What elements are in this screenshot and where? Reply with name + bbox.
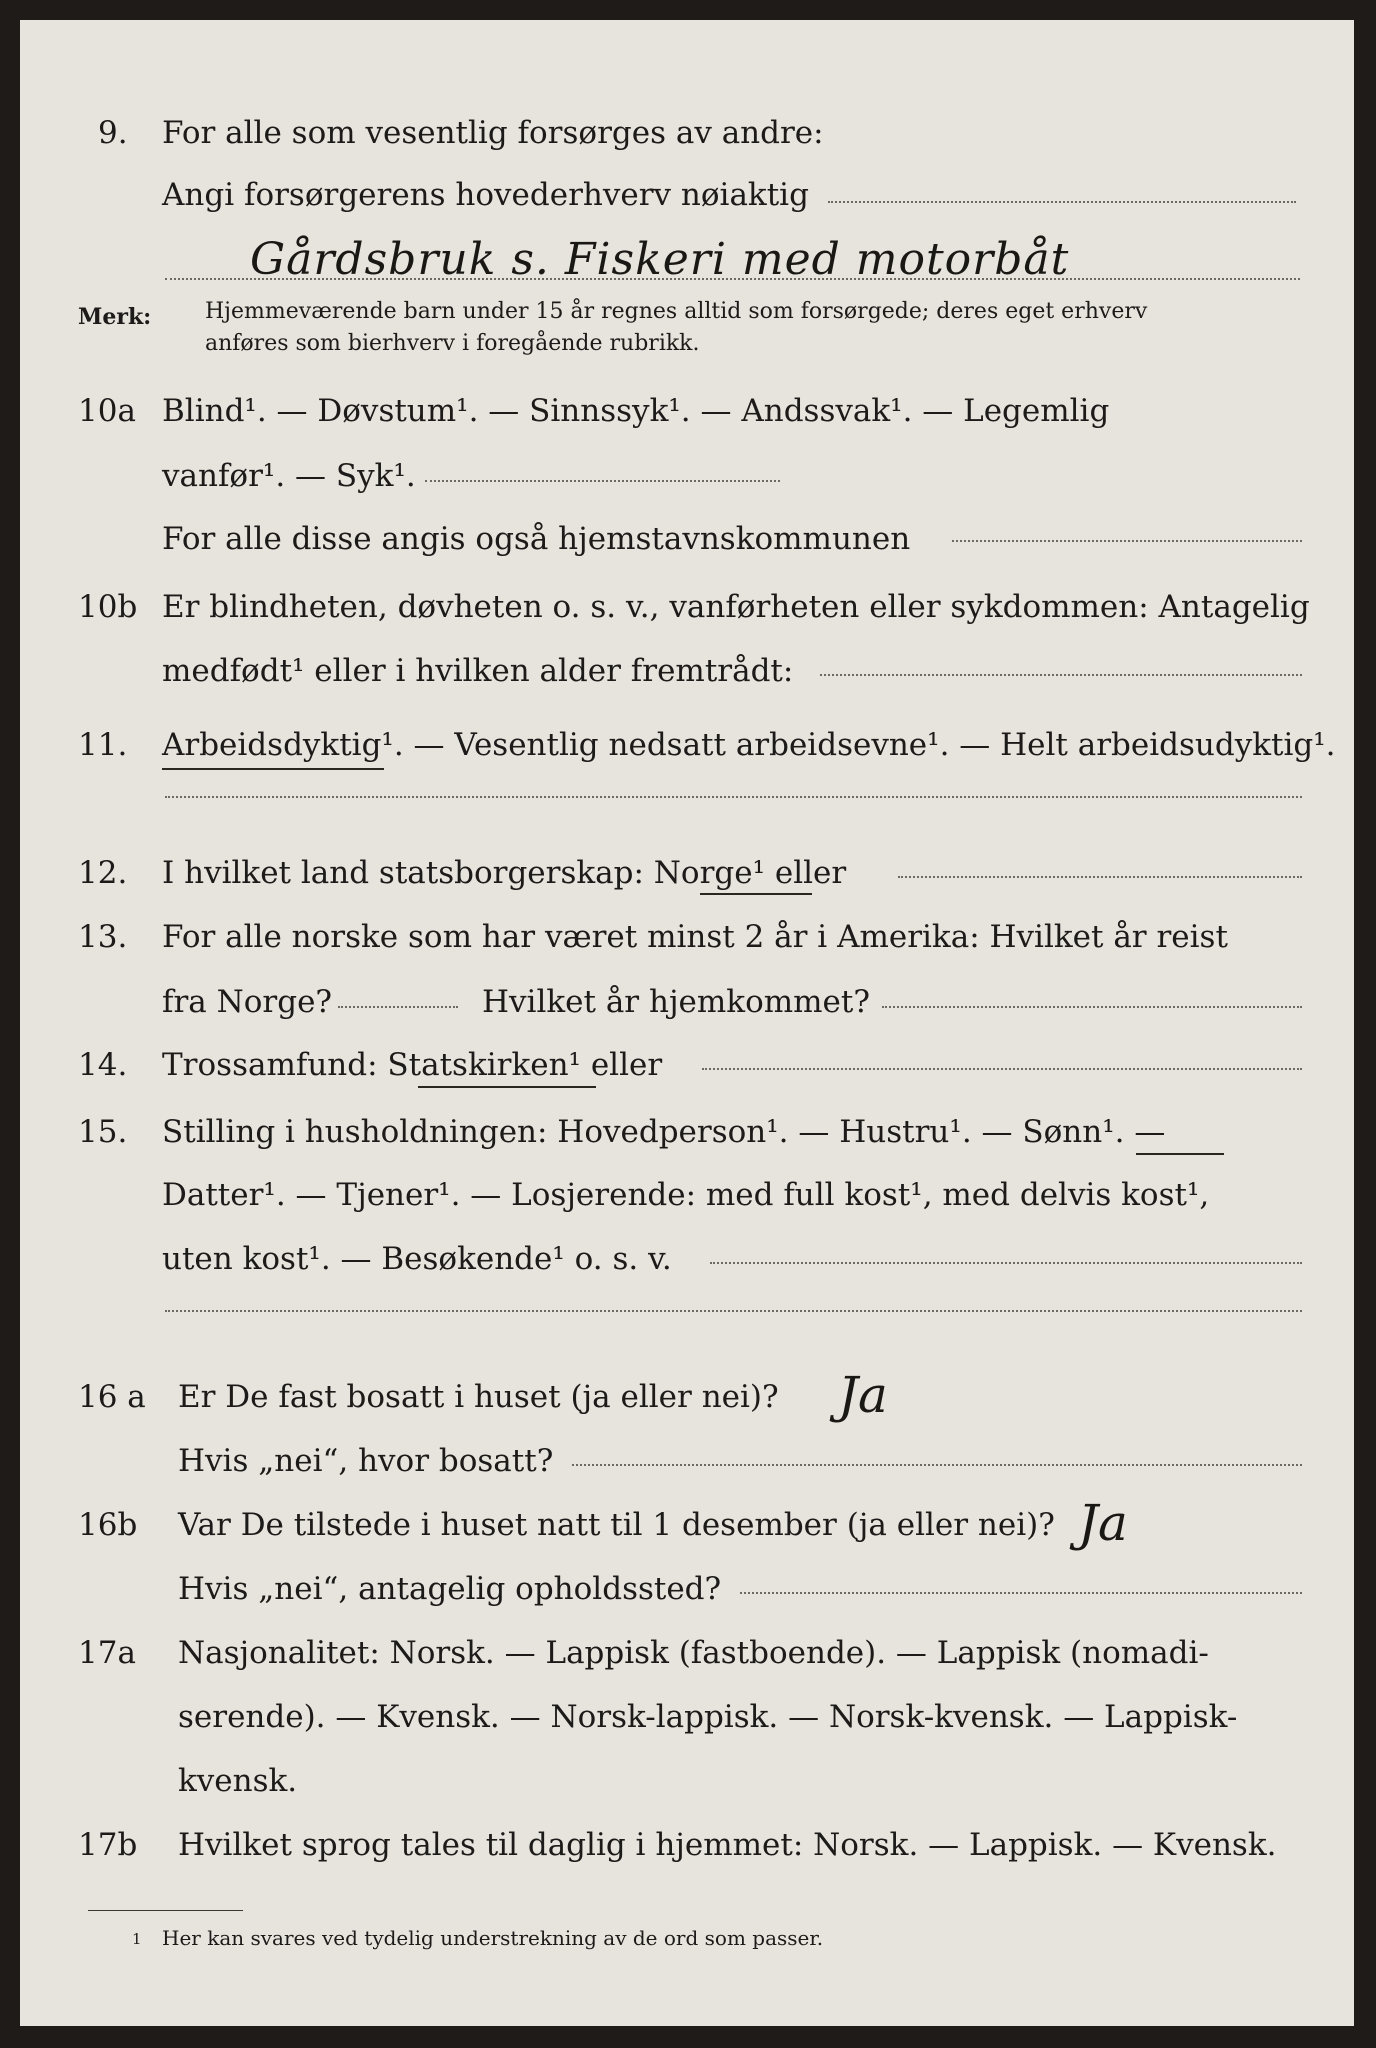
q10b-line1: Er blindheten, døvheten o. s. v., vanførheten eller sykdommen: Antagelig [162, 589, 1310, 625]
q12-underline-norge [700, 893, 812, 895]
footnote-rule [88, 1910, 243, 1911]
q11-underline-arbeidsdyktig [162, 768, 384, 770]
q16b-handwritten-answer: Ja [1078, 1494, 1128, 1552]
q10a-line3: For alle disse angis også hjemstavnskommunen [162, 521, 911, 557]
q14-underline-statskirken [418, 1086, 596, 1088]
census-form-page [20, 20, 1354, 2026]
q12-line1: I hvilket land statsborgerskap: Norge¹ eller [162, 855, 847, 891]
footnote-text: Her kan svares ved tydelig understrekning av de ord som passer. [162, 1926, 824, 1950]
q10a-line2-dots [425, 480, 780, 482]
q10a-line1: Blind¹. — Døvstum¹. — Sinnssyk¹. — Andssvak¹. — Legemlig [162, 393, 1110, 429]
q10b-number: 10b [78, 589, 138, 625]
q13-line1: For alle norske som har været minst 2 år i Amerika: Hvilket år reist [162, 919, 1228, 955]
q9-answer-line [828, 201, 1296, 203]
q16a-dots [572, 1464, 1302, 1466]
q15-underline-sonn [1136, 1153, 1224, 1155]
merk-line2: anføres som bierhverv i foregående rubrikk. [205, 331, 700, 356]
q17a-line1: Nasjonalitet: Norsk. — Lappisk (fastboende). — Lappisk (nomadi- [178, 1635, 1209, 1671]
q11-answer-dots [165, 796, 1302, 798]
q14-dots [702, 1068, 1302, 1070]
q11-number: 11. [78, 727, 128, 763]
q17b-number: 17b [78, 1827, 138, 1863]
q16a-line2: Hvis „nei“, hvor bosatt? [178, 1443, 554, 1479]
q17a-number: 17a [78, 1635, 136, 1671]
q10a-line2: vanfør¹. — Syk¹. [162, 458, 416, 494]
q16a-line1: Er De fast bosatt i huset (ja eller nei)? [178, 1379, 779, 1415]
footnote-mark: 1 [132, 1930, 142, 1948]
q10a-line3-dots [952, 540, 1302, 542]
q16b-line1: Var De tilstede i huset natt til 1 desember (ja eller nei)? [178, 1507, 1055, 1543]
q10a-number: 10a [78, 393, 136, 429]
q15-dots-2 [165, 1310, 1302, 1312]
q17a-line3: kvensk. [178, 1763, 298, 1799]
q16b-dots [740, 1592, 1302, 1594]
q15-line2: Datter¹. — Tjener¹. — Losjerende: med full kost¹, med delvis kost¹, [162, 1177, 1210, 1213]
q16a-number: 16 a [78, 1379, 146, 1415]
q13-line2b: Hvilket år hjemkommet? [482, 984, 870, 1020]
q16b-line2: Hvis „nei“, antagelig opholdssted? [178, 1571, 722, 1607]
q15-line1: Stilling i husholdningen: Hovedperson¹. — Hustru¹. — Sønn¹. — [162, 1114, 1166, 1150]
q15-dots [710, 1262, 1302, 1264]
q10b-line2: medfødt¹ eller i hvilken alder fremtrådt: [162, 653, 794, 689]
q9-answer-line-2 [165, 278, 1300, 280]
q12-number: 12. [78, 855, 128, 891]
merk-line1: Hjemmeværende barn under 15 år regnes alltid som forsørgede; deres eget erhverv [205, 299, 1148, 324]
q15-line3: uten kost¹. — Besøkende¹ o. s. v. [162, 1241, 672, 1277]
q14-line1: Trossamfund: Statskirken¹ eller [162, 1047, 663, 1083]
q11-line1: Arbeidsdyktig¹. — Vesentlig nedsatt arbeidsevne¹. — Helt arbeidsudyktig¹. [162, 727, 1336, 763]
q9-number: 9. [98, 115, 128, 151]
q13-year-return-dots [882, 1006, 1302, 1008]
q13-line2a: fra Norge? [162, 984, 333, 1020]
q12-dots [898, 876, 1302, 878]
merk-label: Merk: [78, 304, 152, 330]
q9-line2: Angi forsørgerens hovederhverv nøiaktig [162, 177, 809, 213]
q16a-handwritten-answer: Ja [838, 1366, 888, 1424]
q9-handwritten-answer: Gårdsbruk s. Fiskeri med motorbåt [250, 234, 1070, 285]
q15-number: 15. [78, 1114, 128, 1150]
q13-year-left-dots [338, 1006, 458, 1008]
q14-number: 14. [78, 1047, 128, 1083]
q9-line1: For alle som vesentlig forsørges av andre: [162, 115, 824, 151]
q16b-number: 16b [78, 1507, 138, 1543]
q10b-line2-dots [820, 674, 1302, 676]
q17b-line1: Hvilket sprog tales til daglig i hjemmet: Norsk. — Lappisk. — Kvensk. [178, 1827, 1277, 1863]
q13-number: 13. [78, 919, 128, 955]
q17a-line2: serende). — Kvensk. — Norsk-lappisk. — Norsk-kvensk. — Lappisk- [178, 1699, 1238, 1735]
